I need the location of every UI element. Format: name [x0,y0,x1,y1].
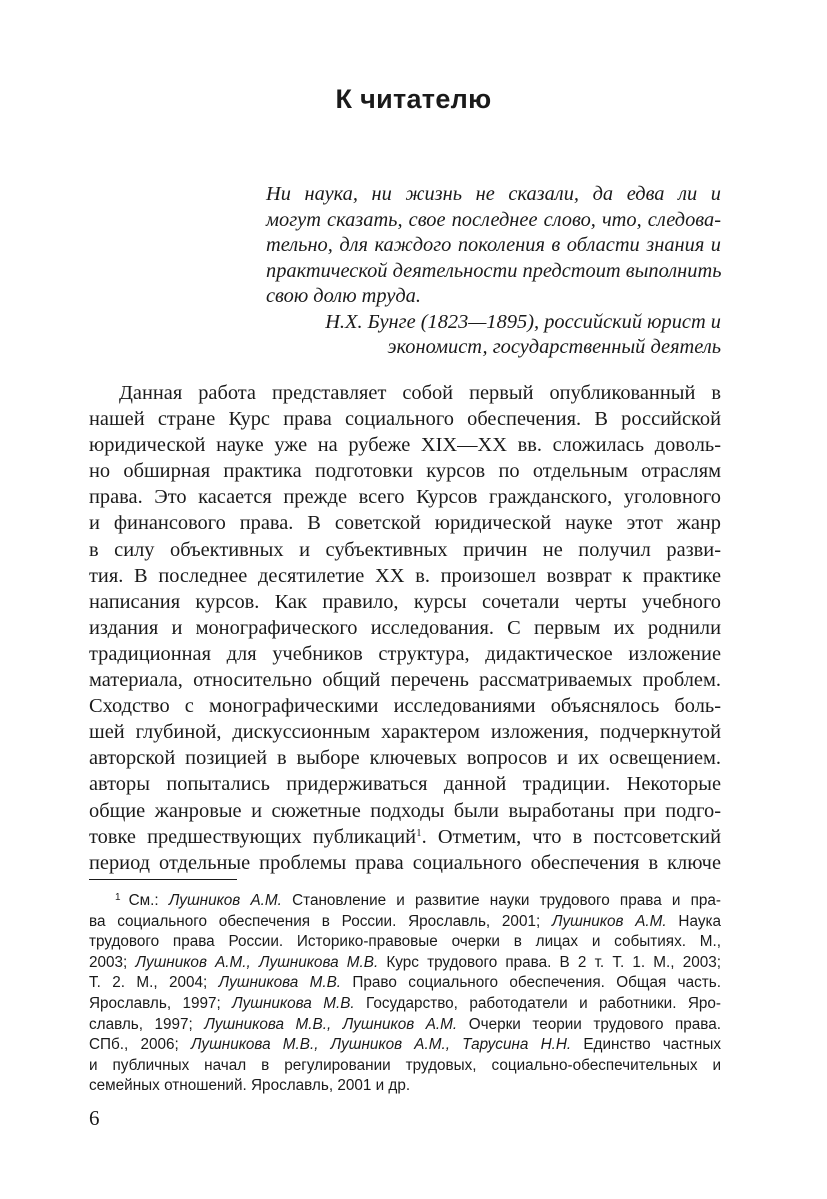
body-line: в силу объективных и субъективных причин не получил разви- [89,538,721,561]
footnote-text: Становление и развитие науки трудового права и пра- [281,892,721,909]
footnote-text: Единство частных [571,1036,721,1054]
footnote-line [89,953,721,974]
page-number: 6 [89,1106,100,1130]
footnote-line [89,1015,721,1036]
body-line: издания и монографического исследования. С первым их роднили [89,616,721,639]
body-line: авторской позицией в выборе ключевых вопросов и их освещением. [89,747,721,770]
footnote-author: Лушникова М.В. [232,994,355,1012]
body-line: материала, относительно общий перечень рассматриваемых проблем. [89,669,721,692]
footnote-line [89,891,721,912]
footnote-author: Лушникова М.В. [218,974,342,992]
footnote-line: трудового права России. Историко-правовые очерки в лицах и событиях. М., [89,933,721,951]
footnote-text: См.: [128,892,169,909]
body-text-fragment: товке предшествующих публикаций [89,825,417,848]
body-line: Сходство с монографическими исследованиями объяснялось боль- [89,695,721,718]
body-line: Данная работа представляет собой первый опубликованный в [119,382,721,404]
body-text-fragment: . Отметим, что в постсоветский [421,825,721,848]
footnote-author: Лушников А.М. [551,912,667,930]
footnote-mark: 1 [115,892,121,903]
body-line: традиционная для учебников структура, дидактическое изложение [89,642,721,665]
footnote-line: семейных отношений. Ярославль, 2001 и др. [89,1077,411,1095]
epigraph-line: свою долю труда. [266,285,421,307]
footnote-author: Лушников А.М. [168,892,282,909]
footnote-text: 2003; [89,953,136,971]
epigraph-line: практической деятельности предстоит выполнить [266,259,722,282]
body-line: нашей стране Курс права социального обеспечения. В российской [89,408,721,431]
body-line [89,824,721,850]
footnote-author: Лушников А.М., Лушникова М.В. [135,953,379,971]
footnote-text: ва социального обеспечения в России. Ярославль, 2001; [89,912,552,930]
body-line: права. Это касается прежде всего Курсов гражданского, уголовного [89,486,721,509]
body-line: тия. В последнее десятилетие XX в. произошел возврат к практике [89,564,721,587]
footnote-text: Очерки теории трудового права. [457,1015,721,1033]
footnote [89,891,721,1097]
body-line: общие жанровые и сюжетные подходы были выработаны при подго- [89,799,721,822]
footnote-text: Курс трудового права. В 2 т. Т. 1. М., 2003; [378,953,721,971]
body-paragraph [89,380,721,876]
body-line: и финансового права. В советской юридической науке этот жанр [89,512,721,535]
body-line: написания курсов. Как правило, курсы сочетали черты учебного [89,590,721,613]
footnote-author: Лушникова М.В., Лушников А.М. [204,1015,458,1033]
footnote-text: Т. 2. М., 2004; [89,974,219,992]
footnote-text: славль, 1997; [89,1015,205,1033]
footnote-line [89,994,721,1015]
footnote-line: и публичных начал в регулировании трудовых, социально-обеспечительных и [89,1056,721,1074]
epigraph-attribution: Н.Х. Бунге (1823—1895), российский юрист и [325,310,721,333]
body-line: авторы попытались придерживаться данной традиции. Некоторые [89,773,721,796]
footnote-text: Право социального обеспечения. Общая часть. [341,974,721,992]
epigraph-line: могут сказать, свое последнее слово, что, следова- [266,208,721,231]
body-line: период отдельные проблемы права социального обеспечения в ключе [89,851,721,874]
epigraph-attribution: экономист, государственный деятель [387,336,721,358]
body-line: юридической науке уже на рубеже XIX—XX вв. сложилась доволь- [89,434,721,457]
epigraph-line: тельно, для каждого поколения в области знания и [266,234,721,256]
page-title: К читателю [335,84,492,114]
footnote-line [89,973,721,994]
body-line: шей глубиной, дискуссионным характером изложения, подчеркнутой [89,721,721,744]
footnote-author: Лушникова М.В., Лушников А.М., Тарусина Н.Н. [190,1036,572,1054]
footnote-text: СПб., 2006; [89,1036,191,1054]
footnote-line [89,1035,721,1056]
epigraph [266,182,721,361]
epigraph-line: Ни наука, ни жизнь не сказали, да едва ли и [266,183,721,205]
body-line: но обширная практика подготовки курсов по отдельным отраслям [89,460,721,483]
footnote-divider [89,879,237,880]
footnote-text: Государство, работодатели и работники. Яро- [354,994,722,1012]
footnote-reference[interactable]: 1 [416,826,422,839]
footnote-text: Наука [666,912,722,930]
footnote-line [89,912,721,933]
footnote-text: Ярославль, 1997; [89,994,233,1012]
